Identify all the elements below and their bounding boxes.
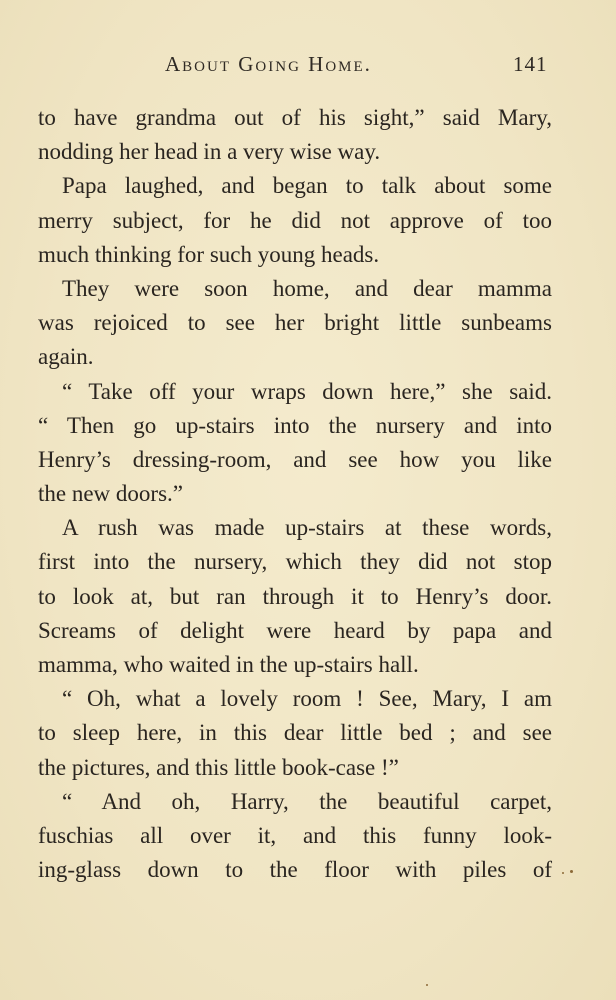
text-line: the new doors.” (38, 481, 183, 507)
text-line: “ And oh, Harry, the beautiful carpet, (62, 788, 552, 814)
text-line: Henry’s dressing-room, and see how you like (38, 446, 552, 472)
text-line: the pictures, and this little book-case !” (38, 754, 399, 780)
text-line: They were soon home, and dear mamma (62, 275, 552, 301)
text-line: to sleep here, in this dear little bed ; and see (38, 720, 552, 746)
text-line: merry subject, for he did not approve of too (38, 207, 552, 233)
text-line: nodding her head in a very wise way. (38, 139, 381, 165)
paper-speck (562, 872, 564, 874)
text-line: to look at, but ran through it to Henry’s door. (38, 583, 552, 609)
page-number: 141 (513, 52, 548, 76)
text-line: Screams of delight were heard by papa and (38, 617, 552, 643)
text-line: A rush was made up-stairs at these words, (62, 515, 552, 541)
paper-speck (570, 870, 573, 873)
paper-speck (426, 984, 428, 986)
text-line: “ Then go up-stairs into the nursery and into (38, 412, 552, 438)
text-line: “ Oh, what a lovely room ! See, Mary, I am (62, 686, 552, 712)
text-line: “ Take off your wraps down here,” she said. (62, 378, 552, 404)
text-line: was rejoiced to see her bright little sunbeams (38, 310, 552, 336)
text-line: Papa laughed, and began to talk about some (62, 173, 552, 199)
text-line: to have grandma out of his sight,” said Mary, (38, 105, 552, 130)
text-line: mamma, who waited in the up-stairs hall. (38, 652, 419, 677)
text-line: again. (38, 344, 94, 370)
running-head-title: About Going Home. (165, 52, 372, 76)
text-line: fuschias all over it, and this funny look- (38, 822, 552, 848)
text-line: much thinking for such young heads. (38, 241, 380, 267)
body-text (38, 101, 552, 887)
text-line: first into the nursery, which they did not stop (38, 549, 552, 575)
text-line: ing-glass down to the floor with piles of (38, 857, 552, 883)
running-head (0, 52, 616, 80)
